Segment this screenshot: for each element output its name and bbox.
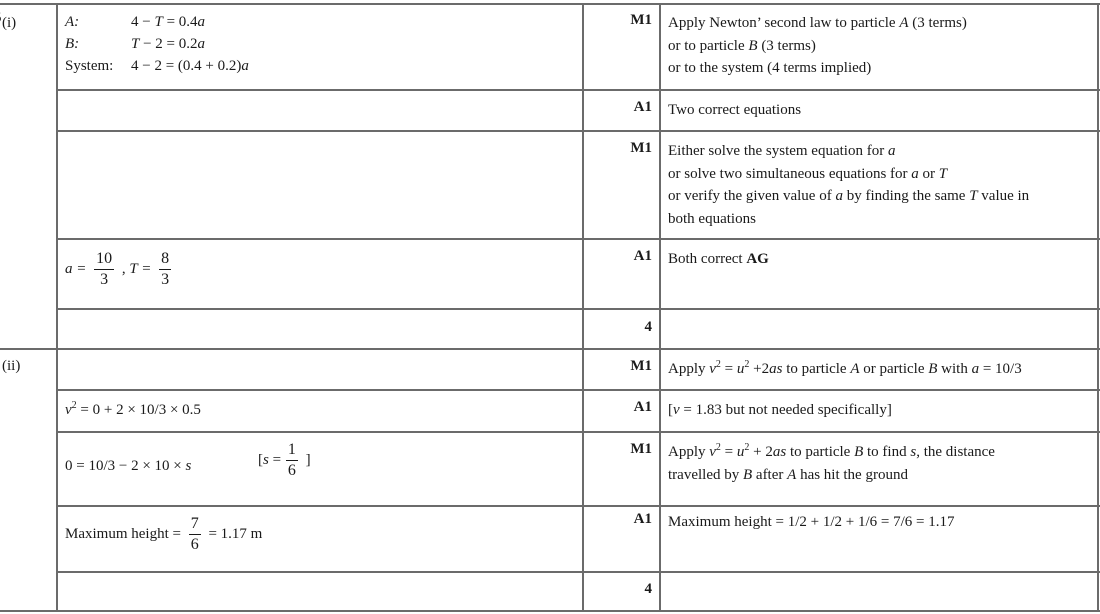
separator: , bbox=[121, 260, 126, 277]
denominator: 3 bbox=[161, 271, 170, 288]
part-divider bbox=[0, 348, 1100, 350]
mark-a1: A1 bbox=[633, 99, 652, 115]
column-divider-question bbox=[56, 3, 58, 612]
table-border-top bbox=[0, 3, 1100, 5]
column-divider-right bbox=[1097, 3, 1099, 612]
working-s-equation: 0 = 10/3 − 2 × 10 × s bbox=[65, 458, 192, 474]
numerator: 8 bbox=[159, 249, 171, 270]
question-label-part-i bbox=[0, 10, 16, 32]
guidance-text: Both correct bbox=[668, 251, 747, 267]
fraction-a bbox=[94, 249, 114, 290]
row-divider bbox=[57, 308, 1100, 310]
guidance-max-height: Maximum height = 1/2 + 1/2 + 1/6 = 7/6 = 1.17 bbox=[668, 514, 955, 530]
mark-a1: A1 bbox=[633, 399, 652, 415]
working-max-height bbox=[65, 514, 262, 555]
equation-row-system bbox=[65, 55, 249, 77]
result-a-t bbox=[65, 249, 175, 290]
row-divider bbox=[57, 505, 1100, 507]
row-divider bbox=[57, 238, 1100, 240]
guidance-v-value: [v = 1.83 but not needed specifically] bbox=[668, 402, 892, 418]
mark-m1: M1 bbox=[630, 441, 652, 457]
total-mark: 4 bbox=[644, 581, 652, 597]
bracket-open: [s = bbox=[258, 451, 282, 468]
mark-a1: A1 bbox=[633, 511, 652, 527]
guidance-newton: Apply Newton’ second law to particle A (3 terms) or to particle B (3 terms) or to the system (4 terms implied) bbox=[668, 15, 967, 76]
column-divider-mark bbox=[659, 3, 661, 612]
mark-m1: M1 bbox=[630, 358, 652, 374]
denominator: 6 bbox=[287, 462, 296, 479]
numerator: 10 bbox=[94, 249, 114, 270]
equation-row-b bbox=[65, 33, 249, 55]
equation-label: A: bbox=[65, 14, 80, 30]
part-label: (i) bbox=[2, 15, 17, 31]
equation: T − 2 = 0.2a bbox=[131, 36, 206, 52]
working-s-value bbox=[258, 440, 311, 481]
equation-label: System: bbox=[65, 58, 114, 74]
max-height-value: = 1.17 m bbox=[208, 525, 263, 542]
denominator: 3 bbox=[100, 271, 109, 288]
row-divider bbox=[57, 389, 1100, 391]
bracket-close: ] bbox=[305, 451, 311, 468]
denominator: 6 bbox=[190, 536, 199, 553]
mark-a1: A1 bbox=[633, 248, 652, 264]
equation-label: B: bbox=[65, 36, 80, 52]
guidance-solve: Either solve the system equation for a or solve two simultaneous equations for a or T or verify the given value of a by finding the same T value in both equations bbox=[668, 143, 1030, 227]
equation: = 0 + 2 × 10/3 × 0.5 bbox=[80, 402, 201, 418]
fraction-t bbox=[159, 249, 171, 290]
max-height-label: Maximum height = bbox=[65, 525, 181, 542]
row-divider bbox=[57, 571, 1100, 573]
working-v-squared: $v^2 = 0 + 2 \times 10/3 \times 0.5$ bbox=[65, 400, 201, 418]
mark-m1: M1 bbox=[630, 140, 652, 156]
guidance-two-equations: Two correct equations bbox=[668, 102, 802, 118]
t-label: T = bbox=[129, 260, 152, 277]
table-border-bottom bbox=[0, 610, 1100, 612]
a-label: a = bbox=[65, 260, 87, 277]
fraction-s bbox=[286, 440, 298, 481]
numerator: 7 bbox=[189, 514, 201, 535]
total-mark: 4 bbox=[644, 319, 652, 335]
equation-row-a bbox=[65, 11, 249, 33]
question-label-part-ii: (ii) bbox=[2, 358, 21, 374]
answer-given-tag: AG bbox=[746, 251, 769, 267]
fraction-max-height bbox=[189, 514, 201, 555]
guidance-apply-suvat: Apply $v^2 = u^2 +2as$ to particle A or particle B with a = 10/3 bbox=[668, 359, 1022, 377]
equation: 4 − T = 0.4a bbox=[131, 14, 206, 30]
guidance-find-s: Apply $v^2 = u^2 + 2as$ to particle B to find s, the distance travelled by B after A has hit the ground bbox=[668, 442, 995, 483]
row-divider bbox=[57, 431, 1100, 433]
mark-m1: M1 bbox=[630, 12, 652, 28]
equation: 4 − 2 = (0.4 + 0.2)a bbox=[131, 58, 249, 74]
numerator: 1 bbox=[286, 440, 298, 461]
row-divider bbox=[57, 130, 1100, 132]
guidance-both-correct bbox=[668, 248, 1093, 271]
row-divider bbox=[57, 89, 1100, 91]
working-equations bbox=[65, 11, 249, 77]
